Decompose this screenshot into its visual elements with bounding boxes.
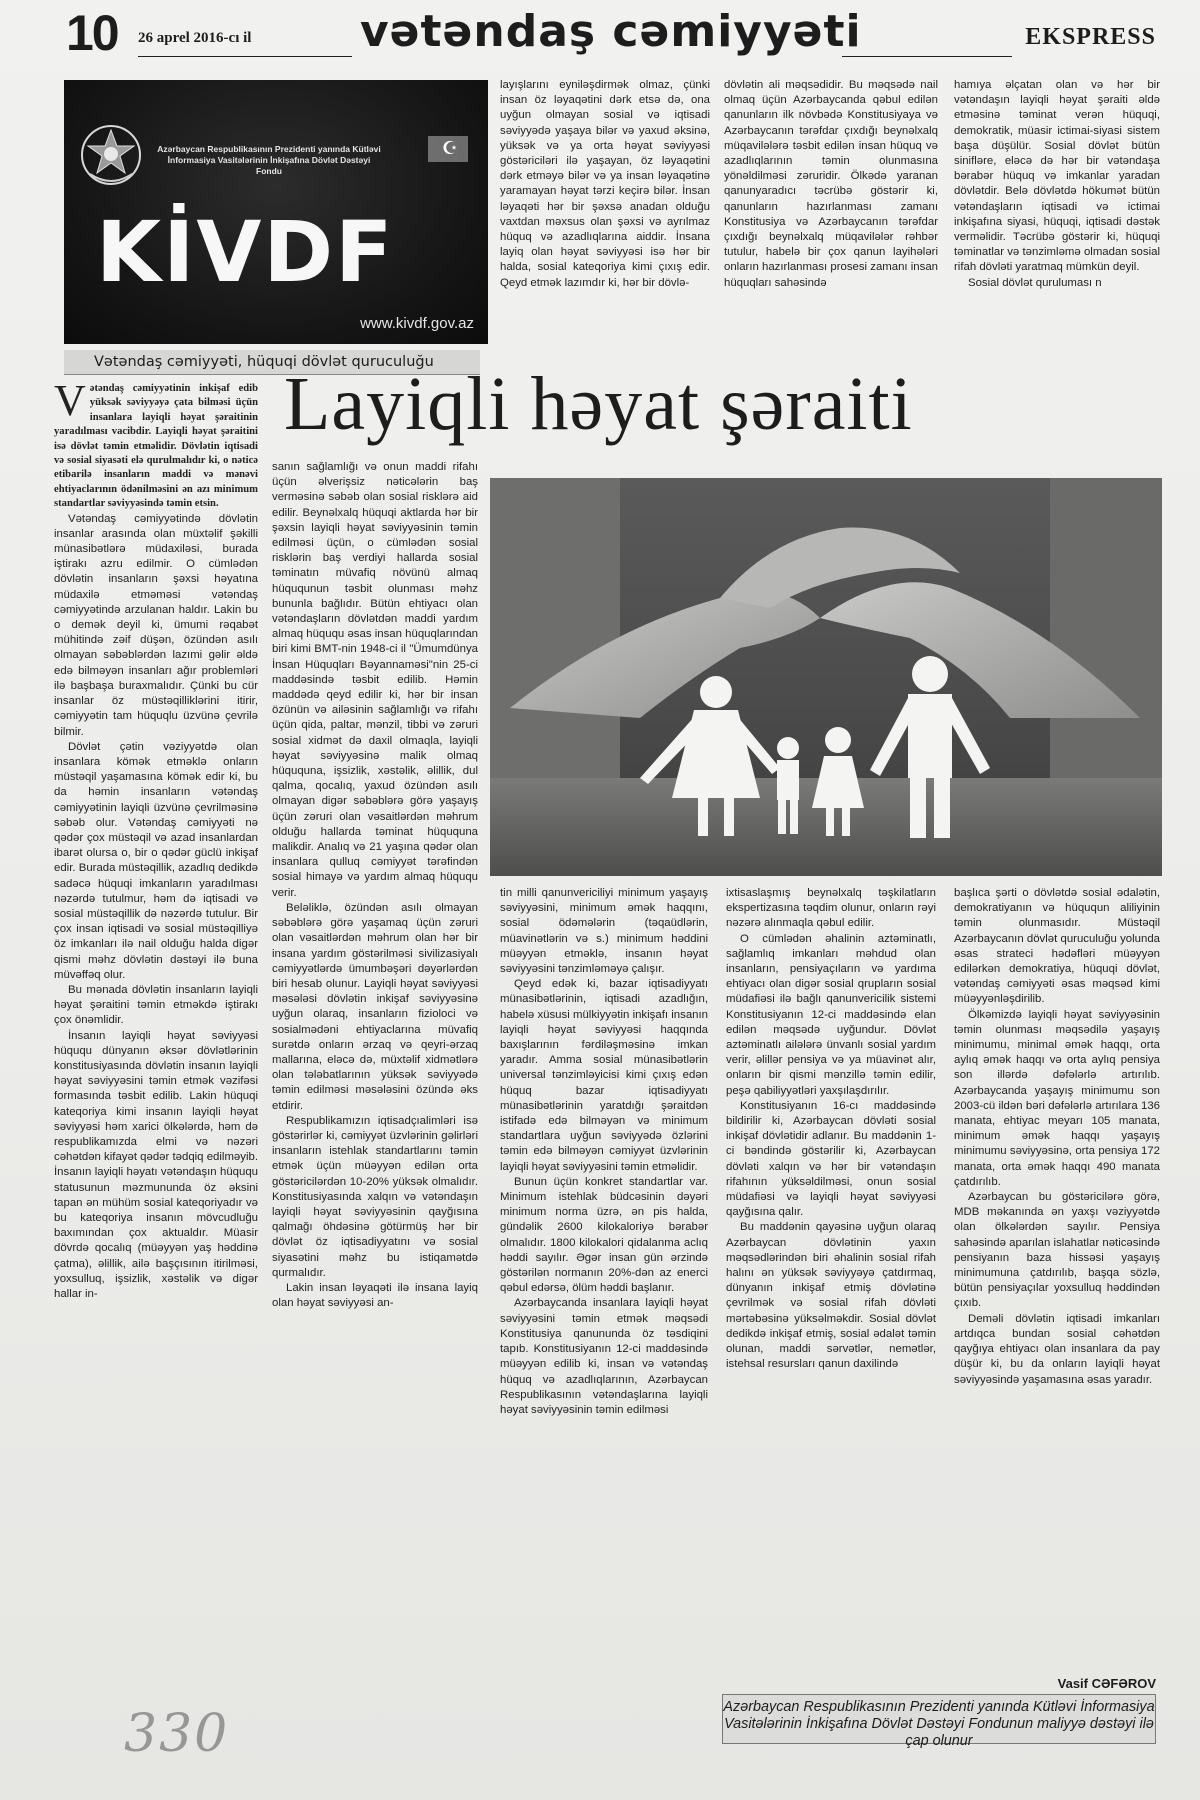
article-column-3 xyxy=(500,886,708,1706)
header-rule xyxy=(138,56,352,57)
paragraph: Dövlət çətin vəziyyətdə olan insanlara kömək etməklə onların müstəqil yaşamasına kömək edir ki, bu da həmin insanların vətəndaş cəmiyyətinin layiqli üzvünə çevrilməsinə səbəb olur. Vətəndaş cəmiyyəti nə qədər çox müstəqil və azad insanlardan ibarət olursa o, bir o qədər güclü inkişaf edir. Burada müstəqillik, azadlıq dedikdə sadəcə hüquqi imkanların yaradılması nəzərdə tutulmur, həm də iqtisadi və sosial müstəqillik də nəzərdə tutulur. Bir çox insan iqtisadi və sosial müstəqilliyə öz imkanları ilə nail olduğu halda digər qismi məhz dövlətin dəstəyi ilə buna müvəffəq olur. xyxy=(54,740,258,981)
drop-cap: V xyxy=(54,382,86,425)
state-emblem-icon xyxy=(80,124,142,186)
article-column-2 xyxy=(272,460,478,1706)
paragraph: Deməli dövlətin iqtisadi imkanları artdıqca bundan sosial cəhətdən qayğıya ehtiyacı olan insanlara da pay düşür ki, bu da onların layiqli həyat səviyyəsində yaşamasına əsas yaradır. xyxy=(954,1312,1160,1386)
article-column-4-top xyxy=(954,78,1160,364)
paragraph: ixtisaslaşmış beynəlxalq təşkilatların ekspertizasına təqdim olunur, onların rəyi nəzərə alınmaqla qəbul edilir. xyxy=(726,887,936,930)
article-column-3-top xyxy=(724,78,938,364)
paragraph: Bu mənada dövlətin insanların layiqli həyat şəraitini təmin etməkdə iştirakı çox önəmlidir. xyxy=(54,983,258,1027)
paragraph: Respublikamızın iqtisadçıalimləri isə göstərirlər ki, cəmiyyət üzvlərinin gəlirləri insanların istehlak standartlarını təmin etmək üçün müəyyən edilən orta göstəricilərdən 10-20% yüksək olmalıdır. Konstitusiyasında xalqın və vətəndaşın layiqli həyat səviyyəsinin qayğısına qalmağı öhdəsinə götürmüş hər bir dövlət öz iqtisadiyyatını və sosial siyasətini məhz bu istiqamətdə qurmalıdır. xyxy=(272,1114,478,1279)
article-column-2-top xyxy=(500,78,710,364)
paragraph: sanın sağlamlığı və onun maddi rifahı üçün əlverişsiz nəticələrin baş verməsinə səbəb olan sosial risklərə aid edilir. Beynəlxalq hüquqi aktlarda hər bir şəxsin layiqli həyat səviyyəsinin təmin edilməsi üçün, o cümlədən sosial risklərin baş verdiyi hallarda sosial təminatın müvafiq növünü almaq hüququnun təsbit olunması məhz bununla bağlıdır. Bütün ehtiyacı olan vətəndaşların dövlətdən maddi yardım almaq hüququ əsas insan hüquqlarından biri kimi BMT-nin 1948-ci il "Ümumdünya İnsan Hüquqları Bəyannaməsi"nin 25-ci maddəsində təsbit edilib. Həmin maddədə qeyd edilir ki, hər bir insan özünün və ailəsinin sağlamlığı və rifahı üçün qida, paltar, mənzil, tibbi və zəruri sosial xidmət də daxil olmaqla, layiqli həyat səviyyəsinə malik olmaq hüququna, işsizlik, xəstəlik, əlillik, dul qalma, qocalıq, yaxud özündən asılı olmayan digər səbəblərə görə yaşayış üçün zəruri olan vəsaitlərdən məhrum olduğu hallarda təminat hüququna malikdir. Analıq və 21 yaşına qədər olan insanlara qulluq cəmiyyət tərəfindən sosial himayə və yardım almaq hüququ verir. xyxy=(272,461,478,899)
article-lead xyxy=(54,382,258,512)
issue-date: 26 aprel 2016-cı il xyxy=(138,30,252,46)
lead-text: ətəndaş cəmiyyətinin inkişaf edib yüksək səviyyəyə çata bilməsi üçün insanlara layiqli həyat şəraitinin yaradılması vacibdir. Layiqli həyat şəraitini isə dövlət təmin etməlidir. Dövlətin iqtisadi və sosial siyasəti elə qurulmalıdır ki, o nəticə etibarilə insanların maddi və mənəvi ehtiyaclarının ödənilməsini ən azı minimum standartlar səviyyəsində təmin etsin. xyxy=(54,383,258,510)
section-title: vətəndaş cəmiyyəti xyxy=(360,6,862,57)
kivdf-logo: KİVDF xyxy=(96,203,395,301)
paragraph: İnsanın layiqli həyat səviyyəsi hüququ dünyanın əksər dövlətlərinin konstitusiyasında dövlətin insanın layiqli həyat səviyyəsini təmin etmək vəzifəsi formasında təsbit edilib. Lakin hüquqi kateqoriya kimi insanın layiqli həyat səviyyəsi həm xarici ölkələrdə, həm də respublikamızda elmi və nəzəri cəhətdən kifayət qədər tədqiq edilməyib. İnsanın layiqli həyatı vətəndaşın hüququ statusunun məzmununda öz əksini tapan ən mühüm sosial kateqoriyadır və bu kateqoriya insanın mövcudluğu baxımından çox aktualdır. Müasir dövrdə qocalıq (müəyyən yaş həddinə çatma), əlillik, ailə başçısının itirilməsi, yoxsulluq, işsizlik, xəstəlik və digər hallar in- xyxy=(54,1029,258,1301)
paragraph: hamıya əlçatan olan və hər bir vətəndaşın layiqli həyat şəraiti əldə etməsinə təminat verən hüquqi, demokratik, müasir ictimai-siyasi sistem başa düşülür. Sosial dövlət bütün sinifləre, eləcə də hər bir vətəndaşa bərabər hüquq və imkanlar yaradan dövlətdir. Belə dövlətdə hökumət bütün vətəndaşların iqtisadi və ictimai inkişafına siyasi, hüquqi, iqtisadi dəstək verməlidir. Təcrübə göstərir ki, hüquqi təminatlar və tənzimləmə olmadan sosial rifah dövləti yaratmaq mümkün deyil. xyxy=(954,79,1160,274)
newspaper-name: EKSPRESS xyxy=(1025,24,1156,50)
fund-name: Azərbaycan Respublikasının Prezidenti yanında Kütləvi İnformasiya Vasitələrinin İnkişafına Dövlət Dəstəyi Fondu xyxy=(157,144,381,176)
kivdf-url: www.kivdf.gov.az xyxy=(360,315,474,332)
page-number: 10 xyxy=(66,5,118,61)
paragraph: Qeyd edək ki, bazar iqtisadiyyatı münasibətlərinin, iqtisadi azadlığın, habelə xüsusi mülkiyyətin inkişafı insanın layiqli həyat səviyyəsi haqqında baxışlarının fərdiləşməsinə imkan yaradır. Amma sosial münasibətlərin universal tənzimləyicisi kimi çıxış edən hüquq bazar iqtisadiyyatı münasibətlərinin yaratdığı şəraitdən istifadə edə bilməyən və minimum standartlara uyğun səviyyədə özlərini təmin edə bilməyən cəmiyyət üzvlərinin layiqli həyat səviyyəsini təmin etməlidir. xyxy=(500,978,708,1173)
paragraph: Sosial dövlət quruluması n xyxy=(968,276,1102,289)
funding-credit: Azərbaycan Respublikasının Prezidenti yanında Kütləvi İnformasiya Vasitələrinin İnkişafına Dövlət Dəstəyi Fondunun maliyyə dəstəyi ilə çap olunur xyxy=(722,1694,1156,1744)
paragraph: Azərbaycanda insanlara layiqli həyat səviyyəsini təmin etmək məqsədi Konstitusiya qanununda öz təsdiqini tapıb. Konstitusiyanın 12-ci maddəsində müəyyən edilib ki, insan və vətəndaş hüquq və azadlıqlarının, Azərbaycan Respublikasının vətəndaşlarına layiqli həyat səviyyəsinin təmin edilməsi xyxy=(500,1297,708,1416)
crescent-icon: ☪ xyxy=(441,138,458,159)
paragraph: başlıca şərti o dövlətdə sosial ədalətin, demokratiyanın və hüququn aliliyinin təmin olunmasıdır. Müstəqil Azərbaycanın dövlət quruculuğu yolunda əsas strateci hədəfləri müəyyən edilərkən demokratiya, hüquqi dövlət, vətəndaş cəmiyyəti əsas məqsəd kimi müəyyənləşdirilib. xyxy=(954,887,1160,1006)
paragraph: Azərbaycan bu göstəricilərə görə, MDB məkanında ən yaxşı vəziyyətdə olan ölkələrdən sayılır. Pensiya sahəsində aparılan islahatlar nəticəsində pensiyanın baza hissəsi yaşayış minimumuna çatdırılıb, başqa sözlə, bütün pensiyaçılar yoxsulluq həddindən çıxıb. xyxy=(954,1191,1160,1310)
paragraph: Bunun üçün konkret standartlar var. Minimum istehlak büdcəsinin dəyəri minimum norma üzrə, ən pis halda, gündəlik 2600 kilokaloriyə bərabər olmalıdır. 1800 kilokalori qidalanma aclıq həddi sayılır. Əgər insan gün ərzində göstərilən normanın 20%-dən az enerci qəbul edərsə, ölüm həddi başlanır. xyxy=(500,1175,708,1295)
article-photo xyxy=(490,478,1162,876)
article-column-4 xyxy=(726,886,936,1686)
paragraph: Beləliklə, özündən asılı olmayan səbəblərə görə yaşamaq üçün zəruri olan vəsaitlərdən məhrum olan hər bir insana yardım göstərilməsi sivilizasiyalı cəmiyyətlərdə ümumbəşəri dəyərlərdən biri hesab olunur. Layiqli həyat səviyyəsi məsələsi dövlətin inkişaf səviyyəsinə uyğun olaraq, insanların fizioloci və sosialmədəni ehtiyaclarına müvafiq surətdə onların ərzaq və qeyri-ərzaq mallarına, eləcə də, müxtəlif xidmətlərə olan tələbatlarının yüksək səviyyədə təmin edilməsi məsələsini özündə əks etdirir. xyxy=(272,901,478,1112)
author-byline: Vasif CƏFƏROV xyxy=(1057,1676,1156,1691)
paragraph: tin milli qanunvericiliyi minimum yaşayış səviyyəsini, minimum əmək haqqını, sosial ödəmələrin (təqaüdlərin, müavinətlərin və s.) minimum həddini müəyyən etməklə, insanın həyat səviyyəsini tənzimləməyə çalışır. xyxy=(500,887,708,976)
paragraph: Lakin insan ləyaqəti ilə insana layiq olan həyat səviyyəsi an- xyxy=(272,1281,478,1310)
paragraph: Konstitusiyanın 16-cı maddəsində bildirilir ki, Azərbaycan dövləti sosial inkişaf dövlətidir adlanır. Bu maddənin 1-ci bəndində göstərilir ki, Azərbaycan dövləti xalqın və hər bir vətəndaşın rifahının yüksəldilməsi, onun sosial müdafiəsi və layiqli həyat səviyyəsi qayğısına qalır. xyxy=(726,1099,936,1219)
article-column-5 xyxy=(954,886,1160,1670)
kivdf-banner xyxy=(64,80,488,344)
paragraph: O cümlədən əhalinin aztəminatlı, sağlamlıq imkanları məhdud olan insanların, pensiyaçıların və yardıma ehtiyacı olan digər sosial qrupların sosial müdafiəsi ilə bağlı qanunvericilik sistemi Konstitusiyanın 12-ci maddəsində elan edilən məqsədə uyğundur. Dövlət aztəminatlı ailələrə ünvanlı sosial yardım verir, əlillər pensiya və ya müavinət alır, onların bir qismi mənzillə təmin edilir, peşə qabiliyyətləri yaxşılaşdırılır. xyxy=(726,932,936,1097)
handwritten-note: 330 xyxy=(124,1704,230,1764)
headline: Layiqli həyat şəraiti xyxy=(284,362,913,446)
hands-family-illustration xyxy=(490,478,1162,876)
article-column-1 xyxy=(54,382,258,1676)
paragraph: Ölkəmizdə layiqli həyat səviyyəsinin təmin olunması məqsədilə yaşayış minimumu, minimal əmək haqqı, orta aylıq əmək haqqı və orta aylıq pensiya son illərdə dəfələrlə artırılıb. Azərbaycanda yaşayış minimumu son 2003-cü ildən bəri dəfələrlə artırılara 136 manata, ehtiyac meyarı 105 manata, minimum əmək haqqı yaşayış minimumu səviyyəsinə, orta pensiya 172 manata, orta əmək haqqı 490 manata çatdırılıb. xyxy=(954,1008,1160,1188)
rubric-label: Vətəndaş cəmiyyəti, hüquqi dövlət quruculuğu xyxy=(64,350,480,375)
header-rule xyxy=(842,56,1012,57)
paragraph: Vətəndaş cəmiyyətində dövlətin insanlar arasında olan müxtəlif şəkilli münasibətlərə müdaxiləsi, burada iştirakı azru edilmir. O cümlədən dövlətin insanların şəxsi həyatına müdaxilə etməməsi vətəndaş cəmiyyətində arzulanan haldır. Lakin bu o demək deyil ki, ümumi rəqabət mühitində zəif düşən, özündən asılı olmayan səbəblərdən lazımi gəlir əldə edə bilməyən insanları ağır problemləri ilə başbaşa buraxmalıdır. Çünki bu cür insanlar öz müstəqilliklərini itirir, cəmiyyətin tam hüquqlu üzvünə çevrilə bilmir. xyxy=(54,512,258,738)
paragraph: Bu maddənin qayəsinə uyğun olaraq Azərbaycan dövlətinin yaxın məqsədlərindən biri əhalinin sosial rifah halını ən yüksək səviyyəyə çatdırmaq, dünyanın inkişaf etmiş dövlətinə çevrilmək və sosial rifah dövləti mərtəbəsinə yüksəlməkdir. Sosial dövlət dedikdə inkişaf etmiş, sosial ədalət təmin olunan, maddi sərvətlər, nemətlər, istehsal resursları qanun daxilində xyxy=(726,1221,936,1371)
paragraph: dövlətin ali məqsədidir. Bu məqsədə nail olmaq üçün Azərbaycanda qəbul edilən qanunların ilk növbədə Konstitusiyaya və Azərbaycanın tərəfdar çıxdığı beynəlxalq müqavilələrə təsbit edilən insan hüquq və azadlıqlarının təmin olunmasına yönəldilməsi zəruridir. Ölkədə yaranan qanunyaradıcı təcrübə göstərir ki, qanunların hazırlanması zamanı Konstitusiya və Azərbaycanın tərəfdar çıxdığı beynəlxalq müqavilələr rəhbər tutulur, habelə bir çox qanun layihələri onların hazırlanması prosesi zamanı insan hüquqları sahəsində xyxy=(724,79,938,289)
paragraph: layışlarını eyniləşdirmək olmaz, çünki insan öz ləyaqətini dərk etsə də, ona uyğun olmayan sosial və iqtisadi səviyyədə yaşaya bilər və yaxud əksinə, yüksək və ya orta həyat səviyyəsi göstəriciləri ilə yaşayan, öz ləyaqətini dərk etməyə bilər və ya insan ləyaqətinə yaramayan həyat tərzi keçirə bilər. İnsan ləyaqəti hər bir şəxsə anadan olduğu vaxtdan məxsus olan şəxsi və ayrılmaz hüquq və azadlıqlarına aiddir. İnsana layiq olan həyat səviyyəsi isə hər bir halda, sosial kateqoriya kimi çıxış edir. Qeyd etmək lazımdır ki, hər bir dövlə- xyxy=(500,79,710,289)
